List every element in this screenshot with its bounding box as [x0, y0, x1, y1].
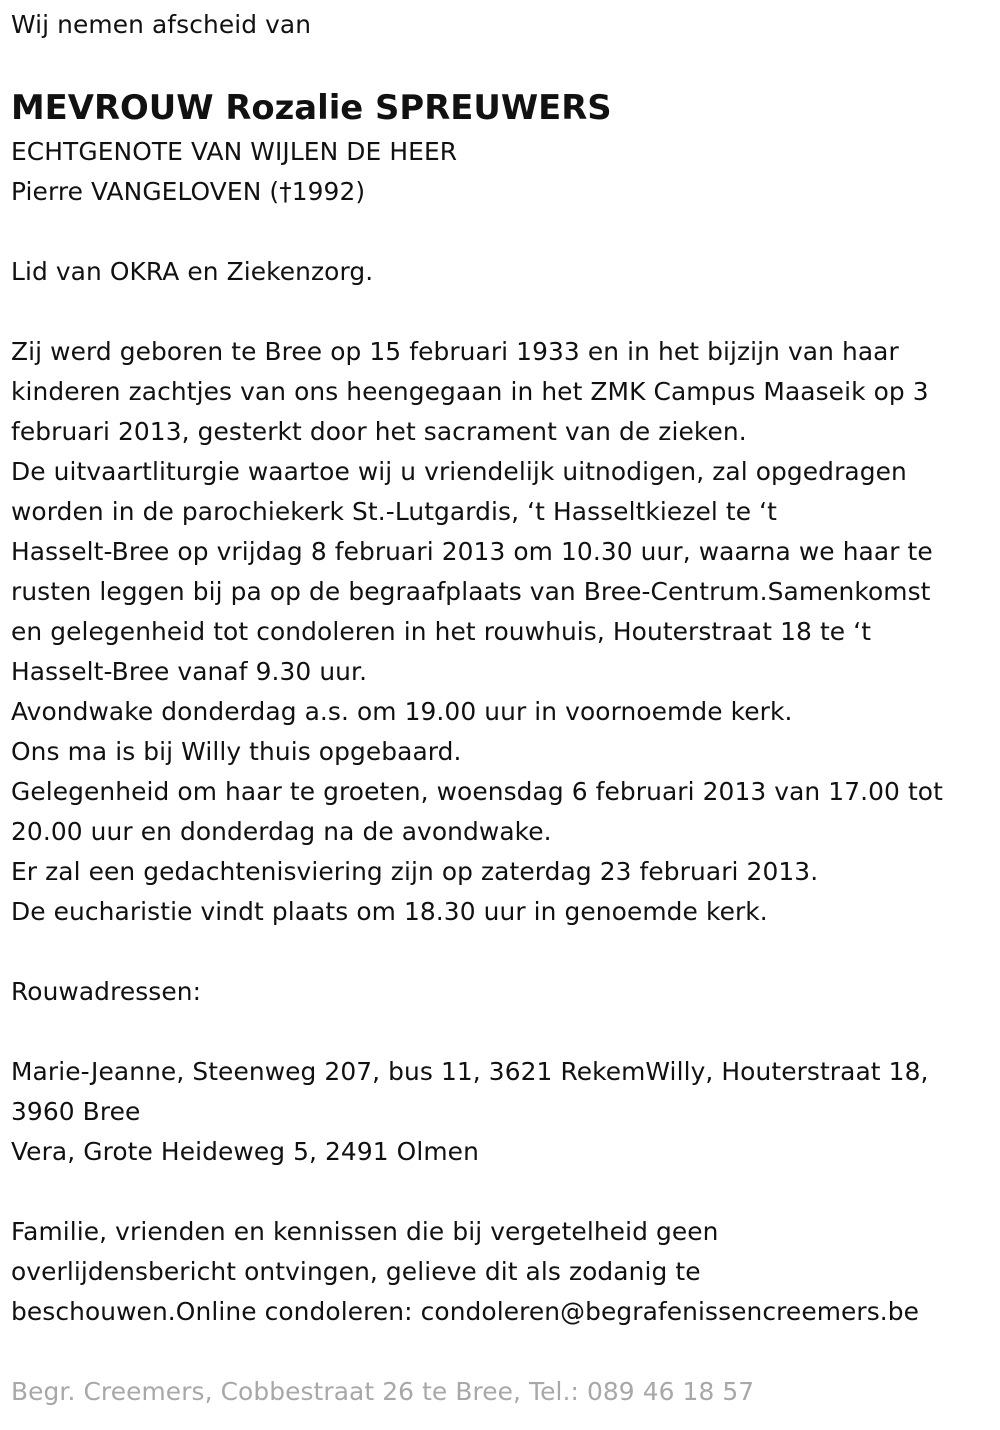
spacer [11, 1332, 996, 1372]
body-line: Hasselt-Bree op vrijdag 8 februari 2013 om 10.30 uur, waarna we haar te [11, 537, 933, 566]
closing-line: Familie, vrienden en kennissen die bij vergetelheid geen [11, 1217, 719, 1246]
spouse-name: Pierre VANGELOVEN (†1992) [11, 177, 366, 206]
body-line: Avondwake donderdag a.s. om 19.00 uur in voornoemde kerk. [11, 697, 793, 726]
address-line: 3960 Bree [11, 1097, 141, 1126]
body-line: Ons ma is bij Willy thuis opgebaard. [11, 737, 462, 766]
body-line: Zij werd geboren te Bree op 15 februari 1933 en in het bijzijn van haar [11, 337, 899, 366]
deceased-name: MEVROUW Rozalie SPREUWERS [11, 88, 612, 127]
body-line: kinderen zachtjes van ons heengegaan in het ZMK Campus Maaseik op 3 [11, 377, 929, 406]
closing-note [11, 1212, 996, 1332]
address-line: Vera, Grote Heideweg 5, 2491 Olmen [11, 1137, 479, 1166]
spacer [11, 292, 996, 332]
closing-line: beschouwen.Online condoleren: condoleren@begrafenissencreemers.be [11, 1297, 920, 1326]
spacer [11, 1172, 996, 1212]
spouse-relation: ECHTGENOTE VAN WIJLEN DE HEER [11, 137, 458, 166]
addresses-heading: Rouwadressen: [11, 977, 202, 1006]
body-line: Gelegenheid om haar te groeten, woensdag 6 februari 2013 van 17.00 tot [11, 777, 943, 806]
funeral-home-footer: Begr. Creemers, Cobbestraat 26 te Bree, Tel.: 089 46 18 57 [11, 1377, 755, 1406]
intro-text: Wij nemen afscheid van [11, 10, 312, 39]
body-line: rusten leggen bij pa op de begraafplaats van Bree-Centrum.Samenkomst [11, 577, 931, 606]
body-line: februari 2013, gesterkt door het sacrament van de zieken. [11, 417, 747, 446]
address-line: Marie-Jeanne, Steenweg 207, bus 11, 3621 RekemWilly, Houterstraat 18, [11, 1057, 929, 1086]
body-line: Hasselt-Bree vanaf 9.30 uur. [11, 657, 368, 686]
membership-text: Lid van OKRA en Ziekenzorg. [11, 257, 374, 286]
spacer [11, 932, 996, 972]
body-line: De eucharistie vindt plaats om 18.30 uur in genoemde kerk. [11, 897, 768, 926]
body-line: 20.00 uur en donderdag na de avondwake. [11, 817, 552, 846]
body-line: De uitvaartliturgie waartoe wij u vriendelijk uitnodigen, zal opgedragen [11, 457, 907, 486]
obituary-body [11, 332, 996, 932]
spacer [11, 1012, 996, 1052]
body-line: Er zal een gedachtenisviering zijn op zaterdag 23 februari 2013. [11, 857, 819, 886]
body-line: en gelegenheid tot condoleren in het rouwhuis, Houterstraat 18 te ‘t [11, 617, 872, 646]
mourning-addresses [11, 1052, 996, 1172]
closing-line: overlijdensbericht ontvingen, gelieve dit als zodanig te [11, 1257, 701, 1286]
body-line: worden in de parochiekerk St.-Lutgardis, ‘t Hasseltkiezel te ‘t [11, 497, 777, 526]
obituary-notice [11, 0, 996, 1412]
spacer [11, 212, 996, 252]
